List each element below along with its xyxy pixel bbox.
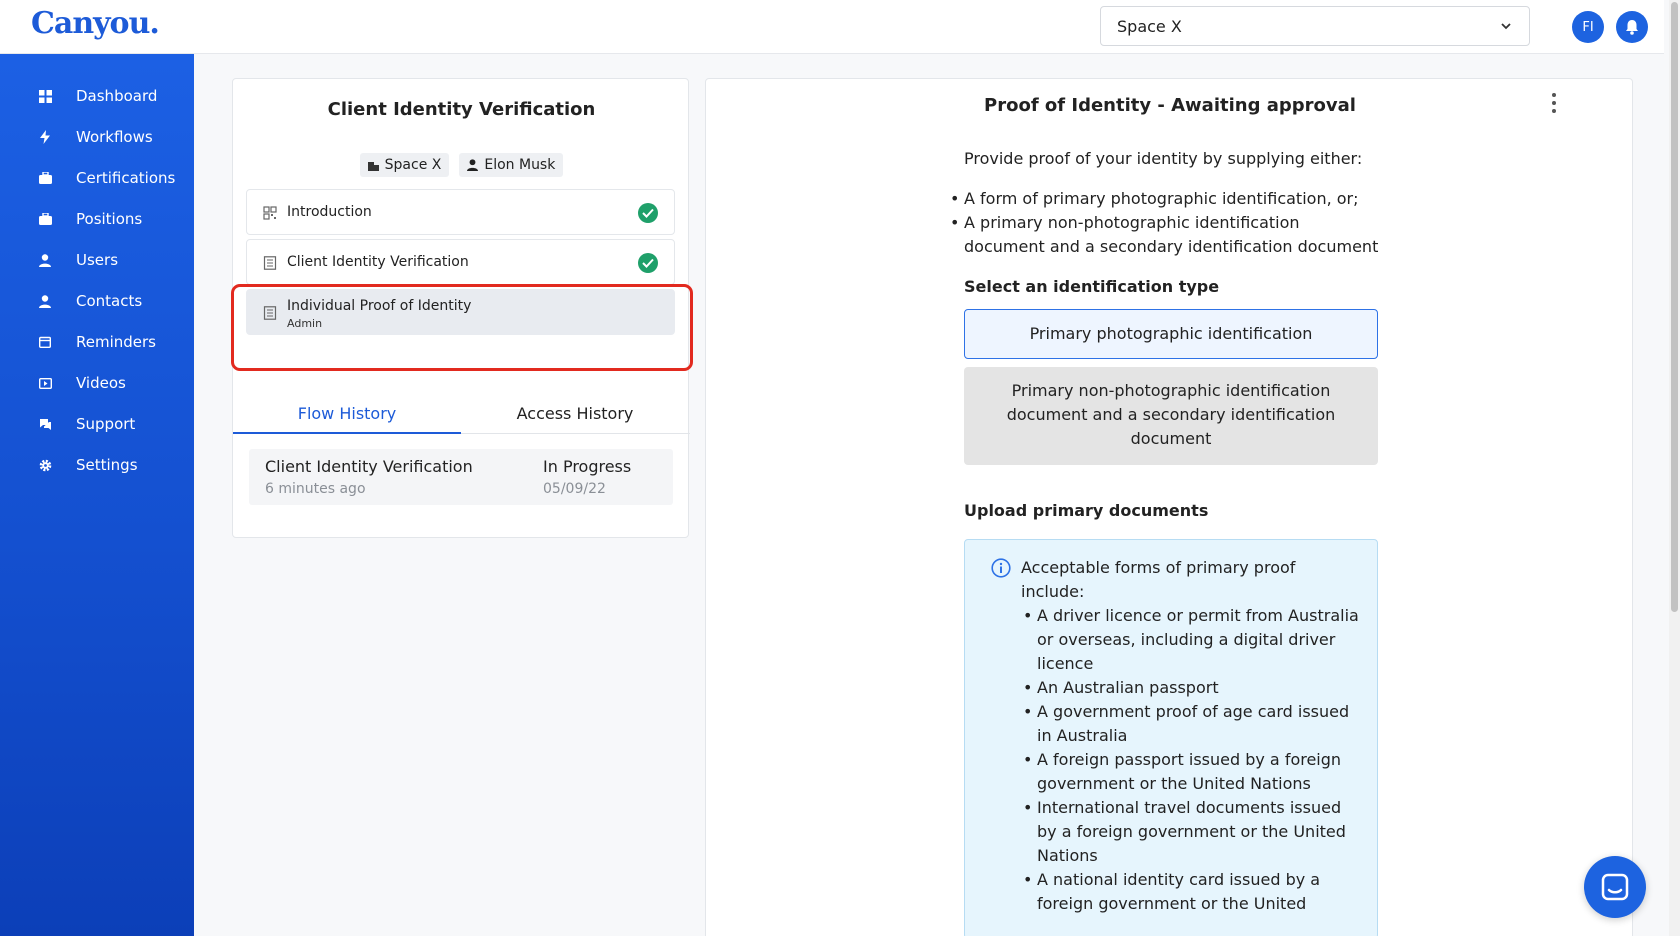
sidebar-item-reminders[interactable]	[0, 324, 194, 360]
form-intro: Provide proof of your identity by supplying either:	[964, 149, 1363, 168]
gear-icon	[38, 458, 52, 472]
list-item: • International travel documents issued by a foreign government or the United Nations	[1021, 796, 1361, 868]
workflow-title: Client Identity Verification	[327, 99, 596, 120]
app-logo[interactable]: Canyou.	[31, 6, 159, 41]
notifications-button[interactable]	[1616, 11, 1648, 43]
sidebar-item-label: Reminders	[76, 333, 156, 351]
list-item: • A primary non-photographic identification document and a secondary identification document	[964, 211, 1384, 259]
sidebar-item-label: Positions	[76, 210, 143, 228]
sidebar-item-label: Users	[76, 251, 119, 269]
info-panel	[964, 539, 1378, 936]
calendar-icon	[38, 335, 52, 349]
company-chip[interactable]	[360, 153, 450, 177]
step-client-identity-verification[interactable]	[246, 239, 675, 285]
history-tabs	[233, 394, 690, 434]
bolt-icon	[38, 130, 52, 144]
info-list	[1021, 604, 1361, 916]
id-type-option-non-photographic[interactable]: Primary non-photographic identification document and a secondary identification document	[964, 367, 1378, 465]
dashboard-icon	[38, 89, 52, 103]
person-chip[interactable]	[459, 153, 563, 177]
sidebar-item-videos[interactable]	[0, 365, 194, 401]
history-row[interactable]	[249, 449, 673, 505]
list-item: • A driver licence or permit from Australia or overseas, including a digital driver licence	[1021, 604, 1361, 676]
bell-icon	[1623, 18, 1641, 36]
history-time: 6 minutes ago	[265, 481, 366, 497]
document-icon	[263, 256, 277, 270]
briefcase-icon	[38, 171, 52, 185]
top-bar	[0, 0, 1664, 54]
user-icon	[38, 294, 52, 308]
person-chip-label: Elon Musk	[484, 157, 556, 173]
sidebar-item-dashboard[interactable]	[0, 78, 194, 114]
sidebar-item-label: Support	[76, 415, 136, 433]
sidebar-item-contacts[interactable]	[0, 283, 194, 319]
organization-select[interactable]	[1100, 6, 1530, 46]
form-body	[964, 147, 1384, 936]
chevron-down-icon	[1499, 19, 1513, 33]
tab-access-history[interactable]: Access History	[516, 404, 634, 423]
organization-select-value: Space X	[1117, 16, 1182, 36]
sidebar-item-users[interactable]	[0, 242, 194, 278]
step-label: Individual Proof of Identity	[287, 298, 472, 314]
proof-options-list	[964, 187, 1384, 259]
page-scrollbar[interactable]	[1669, 0, 1680, 936]
workflow-chips	[233, 153, 690, 177]
company-chip-label: Space X	[384, 157, 442, 173]
support-icon	[38, 417, 52, 431]
list-item: • A foreign passport issued by a foreign government or the United Nations	[1021, 748, 1361, 796]
sidebar-item-label: Videos	[76, 374, 126, 392]
video-icon	[38, 376, 52, 390]
list-item: • A national identity card issued by a foreign government or the United	[1021, 868, 1361, 916]
history-date: 05/09/22	[543, 481, 606, 497]
sidebar-item-label: Certifications	[76, 169, 176, 187]
highlight-annotation	[231, 284, 693, 371]
sidebar-item-label: Contacts	[76, 292, 143, 310]
tab-flow-history[interactable]: Flow History	[233, 394, 461, 434]
sidebar-item-workflows[interactable]	[0, 119, 194, 155]
history-flow-name: Client Identity Verification	[265, 457, 473, 476]
form-title: Proof of Identity - Awaiting approval	[984, 95, 1356, 116]
user-avatar[interactable]: FI	[1572, 11, 1604, 43]
info-icon	[991, 558, 1011, 578]
building-icon	[368, 160, 379, 171]
scrollbar-thumb[interactable]	[1671, 2, 1678, 612]
info-heading: Acceptable forms of primary proof include:	[1021, 558, 1296, 601]
user-icon	[38, 253, 52, 267]
sidebar-item-positions[interactable]	[0, 201, 194, 237]
check-icon	[638, 253, 658, 273]
briefcase-icon	[38, 212, 52, 226]
sidebar-item-support[interactable]	[0, 406, 194, 442]
chat-launcher-button[interactable]	[1584, 856, 1646, 918]
more-options-icon[interactable]	[1550, 93, 1558, 113]
sidebar-item-label: Dashboard	[76, 87, 158, 105]
select-id-type-heading: Select an identification type	[964, 277, 1220, 296]
list-item: • An Australian passport	[1021, 676, 1361, 700]
step-introduction[interactable]	[246, 189, 675, 235]
sidebar-item-label: Settings	[76, 456, 138, 474]
check-icon	[638, 203, 658, 223]
sidebar-item-label: Workflows	[76, 128, 153, 146]
step-assignee: Admin	[287, 317, 323, 330]
list-item: • A government proof of age card issued in Australia	[1021, 700, 1361, 748]
sidebar-item-settings[interactable]	[0, 447, 194, 483]
user-icon	[467, 159, 478, 171]
upload-heading: Upload primary documents	[964, 501, 1209, 520]
id-type-option-photographic[interactable]: Primary photographic identification	[964, 309, 1378, 359]
history-status: In Progress	[543, 457, 632, 476]
chat-icon	[1600, 872, 1630, 902]
sidebar-item-certifications[interactable]	[0, 160, 194, 196]
step-label: Introduction	[287, 204, 372, 220]
proof-of-identity-card	[705, 78, 1633, 936]
sidebar	[0, 54, 194, 936]
grid-icon	[263, 206, 277, 220]
list-item: • A form of primary photographic identification, or;	[964, 187, 1384, 211]
step-label: Client Identity Verification	[287, 254, 469, 270]
